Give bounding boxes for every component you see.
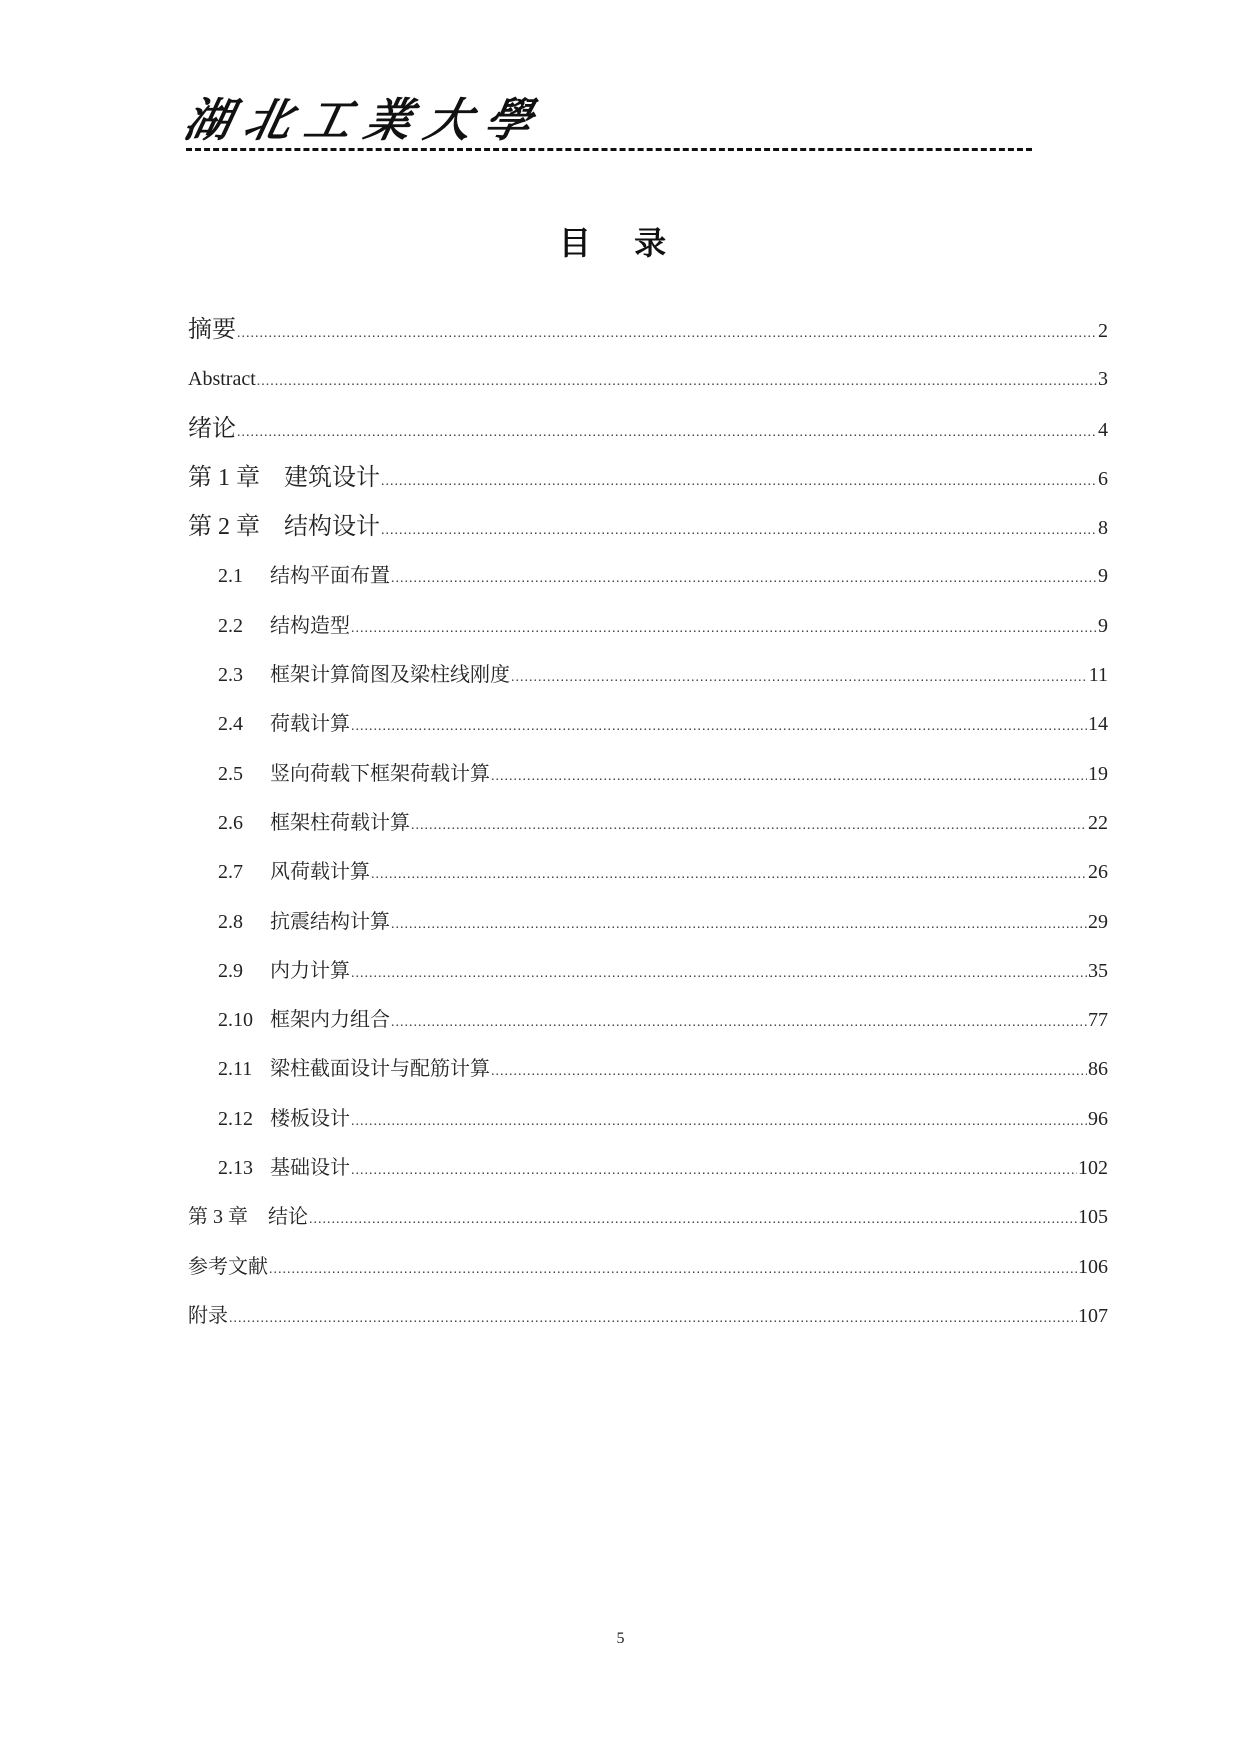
- toc-entry-label: 内力计算: [270, 959, 350, 982]
- toc-entry-section-2-11[interactable]: [188, 1045, 1108, 1094]
- toc-entry-label: 第 2 章 结构设计: [188, 514, 380, 541]
- toc-leader-dots: [351, 949, 1087, 998]
- toc-leader-dots: [491, 1047, 1087, 1096]
- toc-entry-abstract-cn[interactable]: [188, 306, 1108, 355]
- toc-entry-abstract-en[interactable]: [188, 355, 1108, 404]
- toc-leader-dots: [381, 457, 1097, 506]
- toc-entry-page: 3: [1098, 368, 1108, 391]
- toc-entry-section-2-6[interactable]: [188, 799, 1108, 848]
- toc-entry-label: 参考文献: [188, 1255, 268, 1278]
- toc-section-number: 2.5: [218, 762, 243, 785]
- toc-section-number: 2.8: [218, 910, 243, 933]
- toc-entry-label: 第 1 章 建筑设计: [188, 464, 380, 491]
- toc-entry-introduction[interactable]: [188, 405, 1108, 454]
- toc-section-number: 2.4: [218, 713, 243, 736]
- toc-entry-label: 摘要: [188, 317, 236, 343]
- toc-entry-section-2-13[interactable]: [188, 1144, 1108, 1193]
- toc-entry-page: 77: [1088, 1009, 1108, 1032]
- toc-entry-section-2-7[interactable]: [188, 848, 1108, 897]
- toc-entry-label: 第 3 章 结论: [188, 1206, 308, 1229]
- toc-section-number: 2.12: [218, 1107, 253, 1130]
- toc-entry-label: 楼板设计: [270, 1107, 350, 1130]
- toc-leader-dots: [257, 357, 1097, 406]
- toc-entry-label: 抗震结构计算: [270, 910, 390, 933]
- toc-section-number: 2.6: [218, 811, 243, 834]
- toc-leader-dots: [229, 1294, 1077, 1343]
- toc-entry-section-2-5[interactable]: [188, 750, 1108, 799]
- toc-leader-dots: [269, 1245, 1077, 1294]
- page-number: 5: [616, 1630, 625, 1647]
- toc-entry-page: 4: [1098, 418, 1108, 441]
- toc-entry-page: 14: [1088, 713, 1108, 736]
- toc-entry-section-2-8[interactable]: [188, 898, 1108, 947]
- toc-entry-chapter-1[interactable]: [188, 454, 1108, 503]
- toc-leader-dots: [351, 1097, 1087, 1146]
- toc-entry-page: 19: [1088, 762, 1108, 785]
- toc-entry-section-2-12[interactable]: [188, 1095, 1108, 1144]
- toc-entry-label: 附录: [188, 1304, 228, 1327]
- toc-entry-label: 基础设计: [270, 1157, 350, 1180]
- toc-entry-page: 26: [1088, 861, 1108, 884]
- toc-entry-page: 105: [1078, 1206, 1108, 1229]
- toc-entry-label: 绪论: [188, 415, 236, 442]
- toc-entry-section-2-10[interactable]: [188, 996, 1108, 1045]
- toc-leader-dots: [371, 850, 1087, 899]
- toc-leader-dots: [491, 752, 1087, 801]
- toc-entry-appendix[interactable]: [188, 1292, 1108, 1341]
- toc-entry-page: 9: [1098, 614, 1108, 637]
- header-divider: [186, 148, 1032, 151]
- toc-leader-dots: [351, 702, 1087, 751]
- toc-entry-label: 风荷载计算: [270, 861, 370, 884]
- toc-leader-dots: [237, 408, 1097, 457]
- toc-leader-dots: [381, 506, 1097, 555]
- toc-section-number: 2.10: [218, 1009, 253, 1032]
- toc-entry-section-2-2[interactable]: [188, 602, 1108, 651]
- toc-entry-section-2-9[interactable]: [188, 947, 1108, 996]
- toc-section-number: 2.7: [218, 861, 243, 884]
- toc-leader-dots: [391, 554, 1097, 603]
- toc-leader-dots: [391, 900, 1087, 949]
- toc-entry-label: Abstract: [188, 368, 256, 391]
- toc-section-number: 2.13: [218, 1157, 253, 1180]
- toc-title: 目 录: [558, 224, 683, 262]
- toc-entry-chapter-3[interactable]: [188, 1193, 1108, 1242]
- toc-entry-label: 框架计算简图及梁柱线刚度: [270, 664, 510, 687]
- toc-entry-page: 9: [1098, 565, 1108, 588]
- toc-leader-dots: [309, 1195, 1077, 1244]
- toc-entry-page: 2: [1098, 320, 1108, 342]
- toc-section-number: 2.11: [218, 1058, 253, 1081]
- toc-section-number: 2.3: [218, 664, 243, 687]
- toc-leader-dots: [411, 801, 1087, 850]
- toc-leader-dots: [511, 653, 1088, 702]
- toc-entry-label: 梁柱截面设计与配筋计算: [270, 1058, 490, 1081]
- toc-entry-page: 35: [1088, 959, 1108, 982]
- toc-entry-label: 竖向荷载下框架荷载计算: [270, 762, 490, 785]
- toc-entry-section-2-4[interactable]: [188, 700, 1108, 749]
- toc-section-number: 2.2: [218, 614, 243, 637]
- toc-entry-section-2-1[interactable]: [188, 552, 1108, 601]
- toc-entry-page: 102: [1078, 1157, 1108, 1180]
- toc-entry-page: 22: [1088, 811, 1108, 834]
- toc-entry-chapter-2[interactable]: [188, 503, 1108, 552]
- toc-entry-label: 结构造型: [270, 614, 350, 637]
- toc-leader-dots: [351, 604, 1097, 653]
- toc-entry-page: 96: [1088, 1107, 1108, 1130]
- toc-entry-label: 结构平面布置: [270, 565, 390, 588]
- toc-entry-label: 荷载计算: [270, 713, 350, 736]
- toc-entry-page: 6: [1098, 467, 1108, 490]
- toc-section-number: 2.1: [218, 565, 243, 588]
- toc-leader-dots: [237, 309, 1097, 358]
- toc-entry-page: 8: [1098, 517, 1108, 540]
- toc-section-number: 2.9: [218, 959, 243, 982]
- toc-leader-dots: [351, 1146, 1077, 1195]
- toc-leader-dots: [391, 998, 1087, 1047]
- table-of-contents: [188, 306, 1108, 1341]
- toc-entry-page: 29: [1088, 910, 1108, 933]
- toc-entry-label: 框架柱荷载计算: [270, 811, 410, 834]
- toc-entry-page: 107: [1078, 1304, 1108, 1327]
- toc-entry-label: 框架内力组合: [270, 1009, 390, 1032]
- toc-entry-references[interactable]: [188, 1243, 1108, 1292]
- toc-entry-page: 86: [1088, 1058, 1108, 1081]
- university-logo: 湖北工業大學: [179, 93, 552, 147]
- toc-entry-page: 11: [1088, 664, 1108, 687]
- toc-entry-section-2-3[interactable]: [188, 651, 1108, 700]
- toc-entry-page: 106: [1078, 1255, 1108, 1278]
